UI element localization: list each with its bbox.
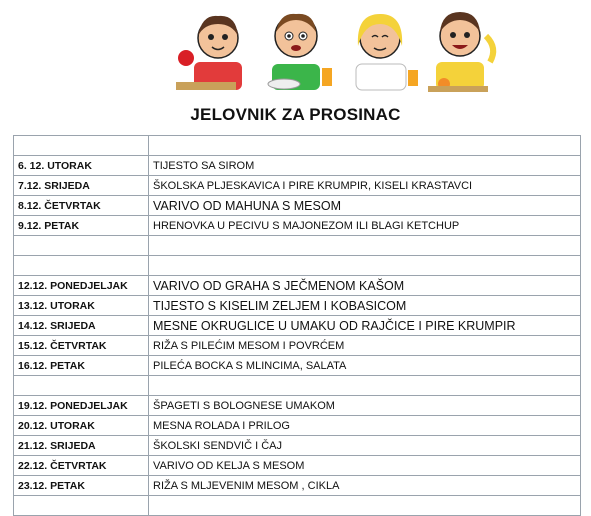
day-cell: 14.12. SRIJEDA [14,316,149,336]
day-cell: 16.12. PETAK [14,356,149,376]
kid-boy-eating-icon [268,14,332,90]
menu-row [14,276,581,296]
empty-row [14,256,581,276]
meal-cell: VARIVO OD KELJA S MESOM [149,456,581,476]
empty-row [14,236,581,256]
day-cell: 23.12. PETAK [14,476,149,496]
menu-table-body [14,136,581,516]
meal-cell: RIŽA S MLJEVENIM MESOM , CIKLA [149,476,581,496]
day-cell: 9.12. PETAK [14,216,149,236]
meal-cell [149,256,581,276]
day-cell: 13.12. UTORAK [14,296,149,316]
menu-row [14,356,581,376]
menu-table [13,135,581,516]
menu-row [14,196,581,216]
day-cell: 20.12. UTORAK [14,416,149,436]
meal-cell: TIJESTO S KISELIM ZELJEM I KOBASICOM [149,296,581,316]
meal-cell: VARIVO OD GRAHA S JEČMENOM KAŠOM [149,276,581,296]
empty-row [14,376,581,396]
menu-row [14,456,581,476]
meal-cell [149,496,581,516]
meal-cell: VARIVO OD MAHUNA S MESOM [149,196,581,216]
kid-boy-banana-icon [428,12,493,92]
kid-girl-apple-icon [176,16,242,90]
meal-cell [149,236,581,256]
menu-row [14,336,581,356]
meal-cell: ŠPAGETI S BOLOGNESE UMAKOM [149,396,581,416]
menu-row [14,436,581,456]
empty-row [14,136,581,156]
day-cell: 15.12. ČETVRTAK [14,336,149,356]
menu-row [14,396,581,416]
menu-row [14,176,581,196]
meal-cell: PILEĆA BOCKA S MLINCIMA, SALATA [149,356,581,376]
day-cell: 6. 12. UTORAK [14,156,149,176]
day-cell [14,136,149,156]
menu-row [14,316,581,336]
empty-row [14,496,581,516]
meal-cell: ŠKOLSKI SENDVIČ I ČAJ [149,436,581,456]
menu-row [14,216,581,236]
meal-cell: MESNA ROLADA I PRILOG [149,416,581,436]
day-cell: 8.12. ČETVRTAK [14,196,149,216]
kids-eating-illustration [172,6,512,92]
day-cell [14,236,149,256]
day-cell: 12.12. PONEDJELJAK [14,276,149,296]
day-cell [14,256,149,276]
meal-cell: RIŽA S PILEĆIM MESOM I POVRĆEM [149,336,581,356]
day-cell [14,496,149,516]
menu-row [14,416,581,436]
meal-cell: TIJESTO SA SIROM [149,156,581,176]
kid-girl-fork-icon [356,14,418,90]
menu-row [14,156,581,176]
page-title: JELOVNIK ZA PROSINAC [190,105,401,124]
day-cell: 21.12. SRIJEDA [14,436,149,456]
day-cell: 19.12. PONEDJELJAK [14,396,149,416]
day-cell: 7.12. SRIJEDA [14,176,149,196]
day-cell: 22.12. ČETVRTAK [14,456,149,476]
menu-row [14,296,581,316]
day-cell [14,376,149,396]
meal-cell [149,136,581,156]
meal-cell: ŠKOLSKA PLJESKAVICA I PIRE KRUMPIR, KISELI KRASTAVCI [149,176,581,196]
meal-cell: HRENOVKA U PECIVU S MAJONEZOM ILI BLAGI KETCHUP [149,216,581,236]
meal-cell: MESNE OKRUGLICE U UMAKU OD RAJČICE I PIRE KRUMPIR [149,316,581,336]
menu-row [14,476,581,496]
meal-cell [149,376,581,396]
